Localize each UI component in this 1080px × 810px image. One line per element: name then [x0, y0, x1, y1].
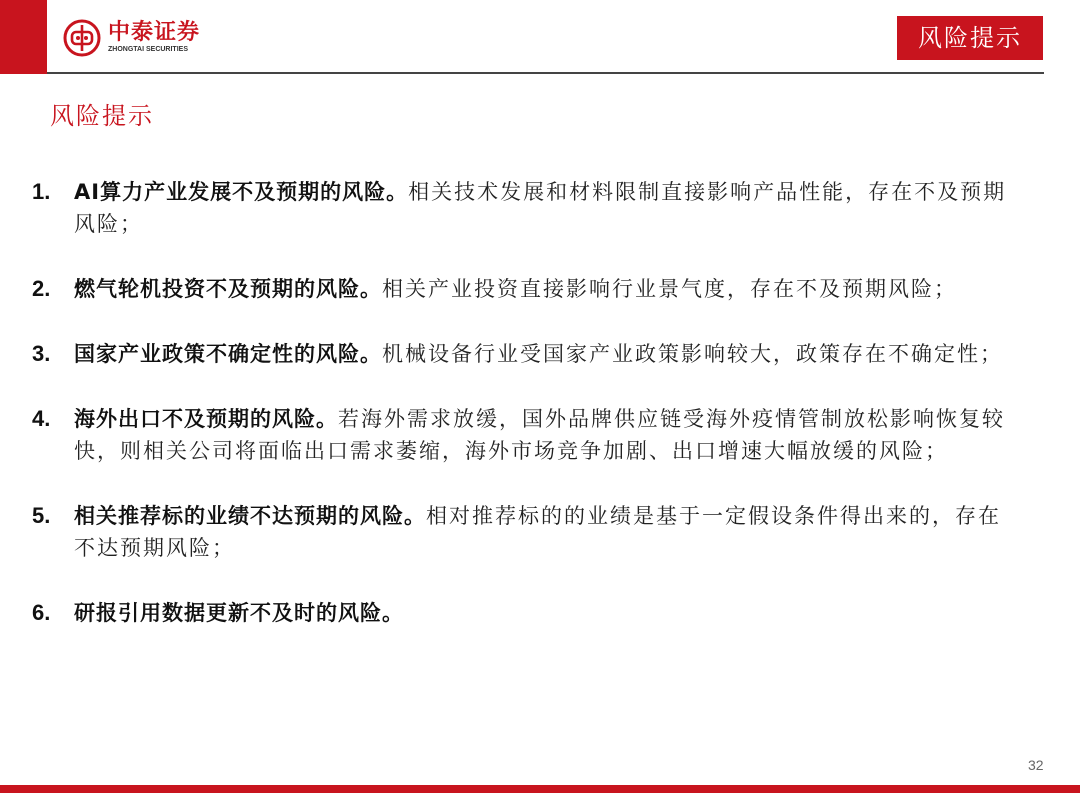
risk-detail: 相关技术发展和材料限制直接影响产品性能，存在不及预期风险；: [74, 180, 1007, 236]
risk-item-5: [32, 500, 1022, 564]
risk-headline: AI算力产业发展不及预期的风险。: [74, 180, 409, 204]
risk-number: 5.: [32, 503, 51, 528]
logo-english-name: ZHONGTAI SECURITIES: [108, 46, 188, 53]
risk-detail: 若海外需求放缓，国外品牌供应链受海外疫情管制放松影响恢复较快，则相关公司将面临出口需求萎缩，海外市场竞争加剧、出口增速大幅放缓的风险；: [74, 407, 1005, 463]
logo-chinese-name: 中泰证券: [108, 20, 201, 45]
risk-list: [32, 176, 1022, 662]
page-number: 32: [1028, 757, 1044, 773]
risk-number: 3.: [32, 341, 51, 366]
risk-item-1: [32, 176, 1022, 240]
risk-item-2: [32, 273, 1022, 305]
risk-number: 2.: [32, 276, 51, 301]
header-accent-bar: [0, 0, 47, 74]
risk-number: 1.: [32, 179, 51, 204]
risk-headline: 燃气轮机投资不及预期的风险。: [74, 277, 382, 301]
company-logo: [62, 18, 200, 58]
header-divider: [47, 72, 1044, 74]
risk-item-4: [32, 403, 1022, 467]
zhongtai-logo-icon: [62, 18, 102, 58]
risk-item-6: [32, 597, 1022, 629]
footer-accent-bar: [0, 785, 1080, 793]
risk-number: 6.: [32, 600, 51, 625]
risk-headline: 海外出口不及预期的风险。: [74, 407, 338, 431]
risk-number: 4.: [32, 406, 51, 431]
risk-item-3: [32, 338, 1022, 370]
risk-detail: 机械设备行业受国家产业政策影响较大，政策存在不确定性；: [382, 342, 1003, 366]
risk-headline: 相关推荐标的业绩不达预期的风险。: [74, 504, 426, 528]
risk-headline: 研报引用数据更新不及时的风险。: [74, 601, 404, 625]
risk-detail: 相关产业投资直接影响行业景气度，存在不及预期风险；: [382, 277, 957, 301]
page-title: 风险提示: [50, 102, 154, 130]
risk-headline: 国家产业政策不确定性的风险。: [74, 342, 382, 366]
risk-detail: 相对推荐标的的业绩是基于一定假设条件得出来的，存在不达预期风险；: [74, 504, 1001, 560]
header-section-badge: 风险提示: [897, 16, 1043, 60]
